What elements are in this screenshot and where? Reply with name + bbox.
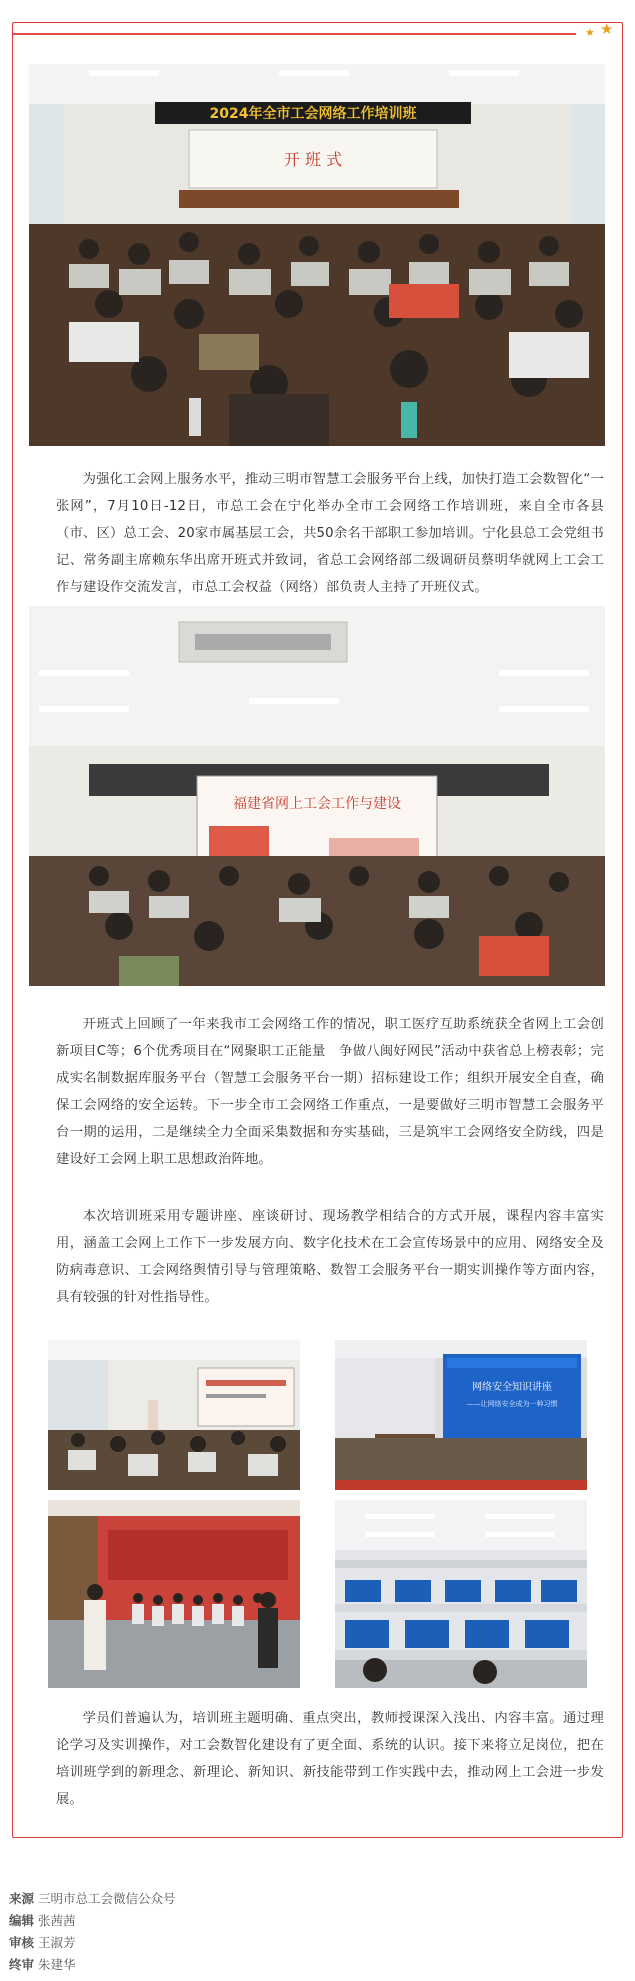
credit-editor: 编辑 张茜茜 — [9, 1913, 76, 1928]
photo-opening-ceremony — [29, 64, 605, 446]
screen-text: 开 班 式 — [283, 150, 343, 169]
credit-source: 来源 三明市总工会微信公众号 — [9, 1891, 176, 1906]
security-slide-subtitle: ——让网络安全成为一种习惯 — [466, 1400, 558, 1408]
credit-final: 终审 朱建华 — [9, 1957, 76, 1972]
paragraph-intro: 为强化工会网上服务水平，推动三明市智慧工会服务平台上线，加快打造工会数智化“一张网”，7月10日-12日，市总工会在宁化举办全市工会网络工作培训班，来自全市各县（市、区）总工会、20家市属基层工会，共50余名干部职工参加培训。宁化县总工会党组书记、常务副主席赖东华出席开班式并致词，省总工会网络部二级调研员蔡明华就网上工会工作与建设作交流发言，市总工会权益（网络）部负责人主持了开班仪式。 — [56, 472, 604, 595]
paragraph-feedback: 学员们普遍认为，培训班主题明确、重点突出，教师授课深入浅出、内容丰富。通过理论学习及实训操作，对工会数智化建设有了更全面、系统的认识。接下来将立足岗位，把在培训班学到的新理念、新理论、新知识、新技能带到工作实践中去，推动网上工会进一步发展。 — [56, 1711, 604, 1807]
frame-top-line — [12, 33, 576, 35]
paragraph-course: 本次培训班采用专题讲座、座谈研讨、现场教学相结合的方式开展，课程内容丰富实用，涵盖工会网上工作下一步发展方向、数字化技术在工会宣传场景中的应用、网络安全及防病毒意识、工会网络舆情引导与管理策略、数智工会服务平台一期实训操作等方面内容，具有较强的针对性指导性。 — [56, 1209, 604, 1305]
article-credits — [9, 1888, 176, 1976]
credit-reviewer: 审核 王淑芳 — [9, 1935, 76, 1950]
star-icon: ★ — [600, 20, 614, 38]
photo-classroom — [48, 1340, 300, 1490]
photo-computer-lab — [335, 1500, 587, 1688]
slide-title: 福建省网上工会工作与建设 — [233, 796, 401, 812]
paragraph-review: 开班式上回顾了一年来我市工会网络工作的情况，职工医疗互助系统获全省网上工会创新项目C等；6个优秀项目在“网聚职工正能量 争做八闽好网民”活动中获省总上榜表彰；完成实名制数据库服务平台（智慧工会服务平台一期）招标建设工作；组织开展安全自查，确保工会网络的安全运转。下一步全市工会网络工作重点，一是要做好三明市智慧工会服务平台一期的运用，二是继续全力全面采集数据和夯实基础，三是筑牢工会网络安全防线，四是建设好工会网上职工思想政治阵地。 — [56, 1017, 604, 1167]
photo-lecture-hall — [29, 606, 605, 986]
security-slide-title: 网络安全知识讲座 — [472, 1382, 552, 1393]
banner-text: 2024年全市工会网络工作培训班 — [209, 106, 417, 122]
photo-exhibition — [48, 1500, 300, 1688]
photo-security-lecture — [335, 1340, 587, 1490]
star-icon: ★ — [585, 26, 595, 39]
